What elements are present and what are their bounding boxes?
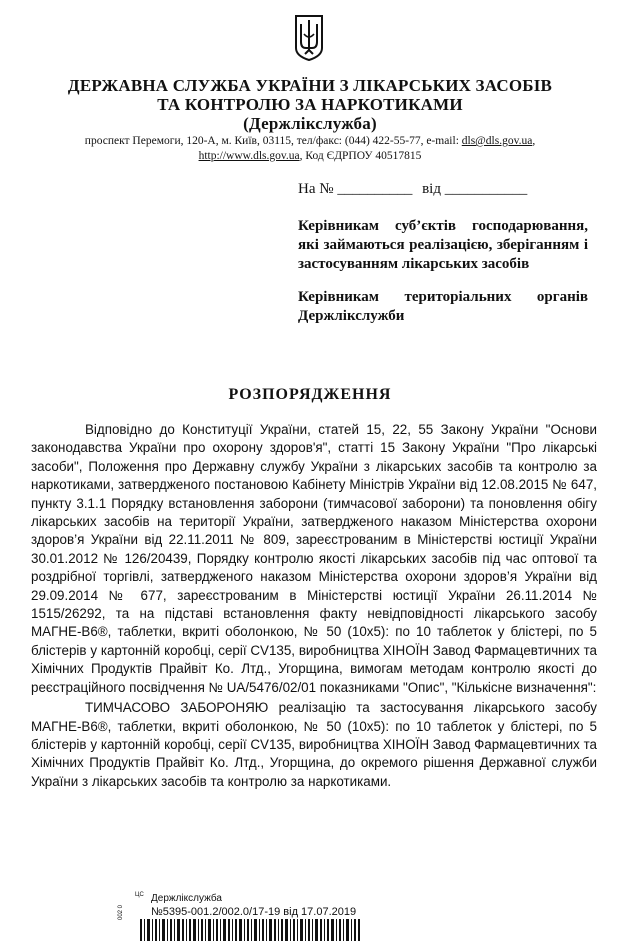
registration-line bbox=[298, 181, 527, 198]
org-name-line2: ТА КОНТРОЛЮ ЗА НАРКОТИКАМИ bbox=[157, 95, 463, 114]
org-short-name: (Держлікслужба) bbox=[243, 114, 377, 133]
stamp-organization: Держлікслужба bbox=[151, 893, 222, 904]
stamp-small-code: ЦС bbox=[135, 892, 144, 898]
stamp-side-code: 002 0 bbox=[118, 904, 124, 920]
stamp-registration-number: №5395-001.2/002.0/17-19 від 17.07.2019 bbox=[151, 906, 357, 918]
document-body bbox=[31, 421, 597, 791]
reg-number-label: На № bbox=[298, 181, 334, 197]
recipient-entities: Керівникам суб’єктів господарювання, які займаються реалізацією, зберіганням і застосуванням лікарських засобів bbox=[298, 218, 588, 272]
contacts-line2 bbox=[20, 149, 600, 164]
trident-coat-of-arms-icon bbox=[294, 14, 324, 62]
website-link[interactable]: http://www.dls.gov.ua bbox=[198, 150, 300, 162]
contacts-line1 bbox=[20, 134, 600, 149]
address-phone-text: проспект Перемоги, 120-А, м. Київ, 03115, тел/факс: (044) 422-55-77, e-mail: bbox=[84, 135, 462, 147]
reg-date-blank: ___________ bbox=[444, 181, 528, 197]
reg-date-label: від bbox=[422, 181, 441, 197]
barcode-image bbox=[140, 919, 360, 941]
contact-details bbox=[20, 134, 600, 164]
email-link[interactable]: dls@dls.gov.ua bbox=[461, 135, 533, 147]
recipients-block bbox=[298, 217, 588, 340]
org-name-line1: ДЕРЖАВНА СЛУЖБА УКРАЇНИ З ЛІКАРСЬКИХ ЗАСОБІВ bbox=[67, 76, 553, 95]
contacts-line1-end: , bbox=[532, 135, 536, 147]
recipient-territorial-bodies: Керівникам територіальних органів Держлікслужби bbox=[298, 289, 588, 324]
body-paragraph-legal-basis: Відповідно до Конституції України, статей 15, 22, 55 Закону України "Основи законодавства України про охорону здоров'я", статті 15 Закону України "Про лікарські засоби", Положення про Державну службу України з лікарських засобів та контролю за наркотиками, затвердженого постановою Кабінету Міністрів України від 12.08.2015 № 647, пункту 3.1.1 Порядку встановлення заборони (тимчасової заборони) та поновлення обігу лікарських засобів на території України, затвердженого наказом Міністерства охорони здоров’я України від 22.11.2011 № 809, зареєстрованим в Міністерстві юстиції України 30.01.2012 № 126/20439, Порядку контролю якості лікарських засобів під час оптової та роздрібної торгівлі, затвердженого наказом Міністерства охорони здоров’я України від 29.09.2014 № 677, зареєстрованим в Міністерстві юстиції України 26.11.2014 № 1515/26292, та на підставі встановлення факту невідповідності лікарського засобу МАГНЕ-В6®, таблетки, вкриті оболонкою, № 50 (10х5): по 10 таблеток у блістері, по 5 блістерів у картонній коробці, серії CV135, виробництва ХІНОЇН Завод Фармацевтичних та Хімічних Продуктів Прайвіт Ко. Лтд., Угорщина, вимогам методам контролю якості до реєстраційного посвідчення № UA/5476/02/01 показниками "Опис", "Кількісне визначення": bbox=[31, 422, 597, 695]
document-title: РОЗПОРЯДЖЕННЯ bbox=[228, 386, 392, 403]
edrpou-code: , Код ЄДРПОУ 40517815 bbox=[299, 150, 422, 162]
reg-number-blank: __________ bbox=[337, 181, 413, 197]
body-paragraph-prohibition: ТИМЧАСОВО ЗАБОРОНЯЮ реалізацію та застосування лікарського засобу МАГНЕ-В6®, таблетки, вкриті оболонкою, № 50 (10х5): по 10 таблеток у блістері, по 5 блістерів у картонній коробці, серії CV135, виробництва ХІНОЇН Завод Фармацевтичних та Хімічних Продуктів Прайвіт Ко. Лтд., Угорщина, до окремого рішення Державної служби України з лікарських засобів та контролю за наркотиками. bbox=[31, 700, 597, 789]
organization-name bbox=[40, 76, 580, 133]
